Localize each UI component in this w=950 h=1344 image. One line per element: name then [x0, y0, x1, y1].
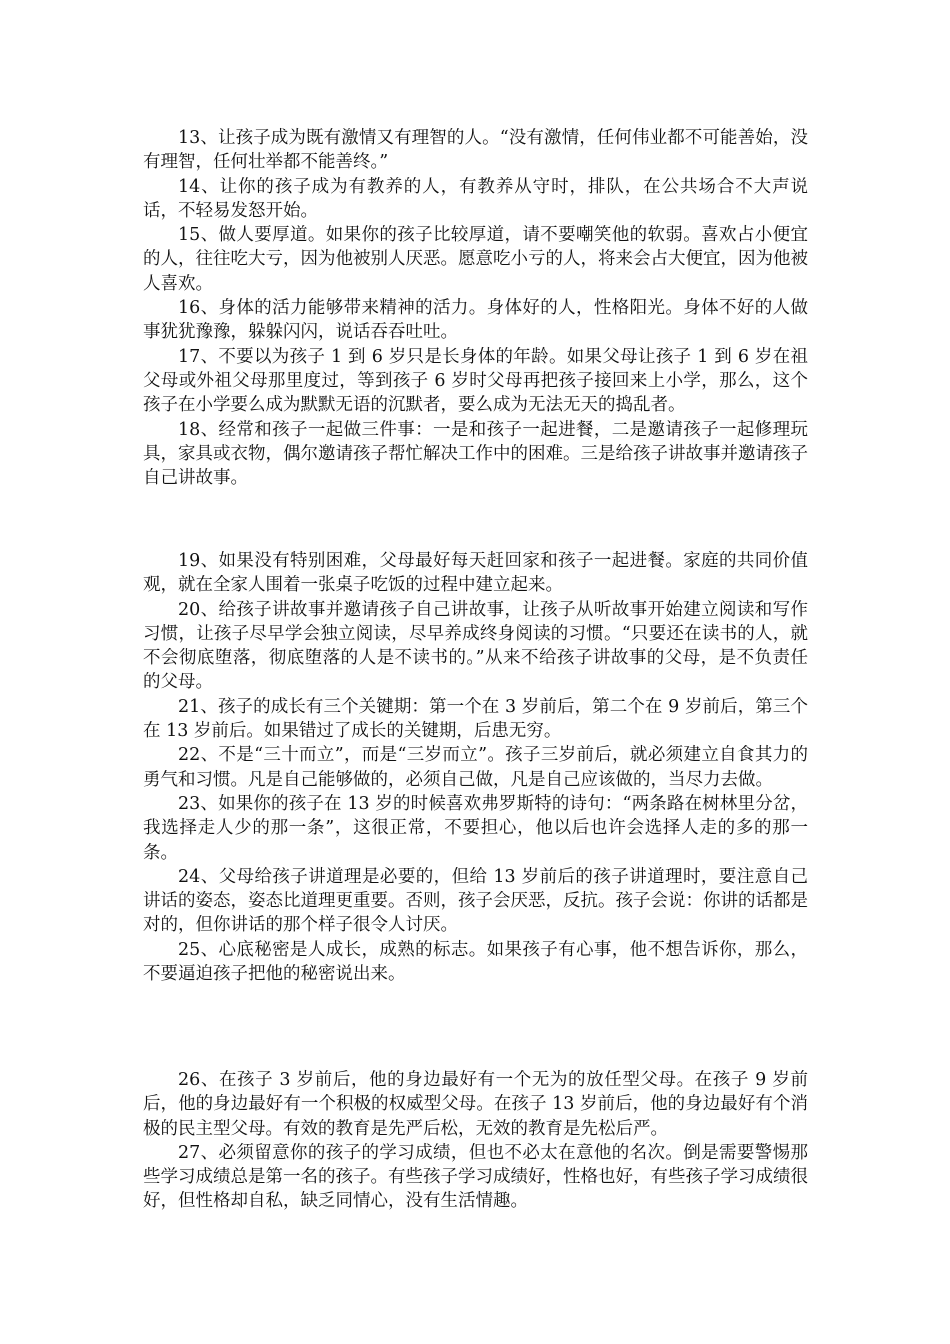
- paragraph-15: 15、做人要厚道。如果你的孩子比较厚道，请不要嘲笑他的软弱。喜欢占小便宜的人，往往吃大亏，因为他被别人厌恶。愿意吃小亏的人，将来会占大便宜，因为他被人喜欢。: [143, 225, 808, 294]
- paragraph-19: 19、如果没有特别困难，父母最好每天赶回家和孩子一起进餐。家庭的共同价值观，就在全家人围着一张桌子吃饭的过程中建立起来。: [143, 551, 808, 596]
- paragraph-14: 14、让你的孩子成为有教养的人，有教养从守时，排队，在公共场合不大声说话，不轻易发怒开始。: [143, 176, 808, 221]
- paragraph-13: 13、让孩子成为既有激情又有理智的人。“没有激情，任何伟业都不可能善始，没有理智，任何壮举都不能善终。”: [143, 128, 808, 173]
- text-section-2: [143, 549, 808, 986]
- paragraph-16: 16、身体的活力能够带来精神的活力。身体好的人，性格阳光。身体不好的人做事犹犹豫豫，躲躲闪闪，说话吞吞吐吐。: [143, 298, 808, 343]
- paragraph-24: 24、父母给孩子讲道理是必要的，但给 13 岁前后的孩子讲道理时，要注意自己讲话的姿态，姿态比道理更重要。否则，孩子会厌恶，反抗。孩子会说：你讲的话都是对的，但你讲话的那个样子很令人讨厌。: [143, 866, 808, 936]
- text-section-3: [143, 1068, 808, 1214]
- paragraph-20: 20、给孩子讲故事并邀请孩子自己讲故事，让孩子从听故事开始建立阅读和写作习惯，让孩子尽早学会独立阅读，尽早养成终身阅读的习惯。“只要还在读书的人，就不会彻底堕落，彻底堕落的人是不读书的。”从来不给孩子讲故事的父母，是不负责任的父母。: [143, 599, 808, 693]
- paragraph-22: 22、不是“三十而立”，而是“三岁而立”。孩子三岁前后，就必须建立自食其力的勇气和习惯。凡是自己能够做的，必须自己做，凡是自己应该做的，当尽力去做。: [143, 745, 808, 790]
- paragraph-26: 26、在孩子 3 岁前后，他的身边最好有一个无为的放任型父母。在孩子 9 岁前后，他的身边最好有一个积极的权威型父母。在孩子 13 岁前后，他的身边最好有个消极的民主型父母。有效的教育是先严后松，无效的教育是先松后严。: [143, 1070, 808, 1139]
- paragraph-27: 27、必须留意你的孩子的学习成绩，但也不必太在意他的名次。倒是需要警惕那些学习成绩总是第一名的孩子。有些孩子学习成绩好，性格也好，有些孩子学习成绩很好，但性格却自私，缺乏同情心，没有生活情趣。: [143, 1142, 808, 1212]
- paragraph-18: 18、经常和孩子一起做三件事：一是和孩子一起进餐，二是邀请孩子一起修理玩具，家具或衣物，偶尔邀请孩子帮忙解决工作中的困难。三是给孩子讲故事并邀请孩子自己讲故事。: [143, 419, 808, 489]
- text-section-1: [143, 126, 808, 490]
- paragraph-17: 17、不要以为孩子 1 到 6 岁只是长身体的年龄。如果父母让孩子 1 到 6 岁在祖父母或外祖父母那里度过，等到孩子 6 岁时父母再把孩子接回来上小学，那么，这个孩子在小学要么成为默默无语的沉默者，要么成为无法无天的捣乱者。: [143, 346, 808, 416]
- paragraph-21: 21、孩子的成长有三个关键期：第一个在 3 岁前后，第二个在 9 岁前后，第三个在 13 岁前后。如果错过了成长的关键期，后患无穷。: [143, 696, 808, 742]
- paragraph-23: 23、如果你的孩子在 13 岁的时候喜欢弗罗斯特的诗句：“两条路在树林里分岔，我选择走人少的那一条”，这很正常，不要担心，他以后也许会选择人走的多的那一条。: [143, 793, 808, 863]
- paragraph-25: 25、心底秘密是人成长，成熟的标志。如果孩子有心事，他不想告诉你，那么，不要逼迫孩子把他的秘密说出来。: [143, 939, 808, 985]
